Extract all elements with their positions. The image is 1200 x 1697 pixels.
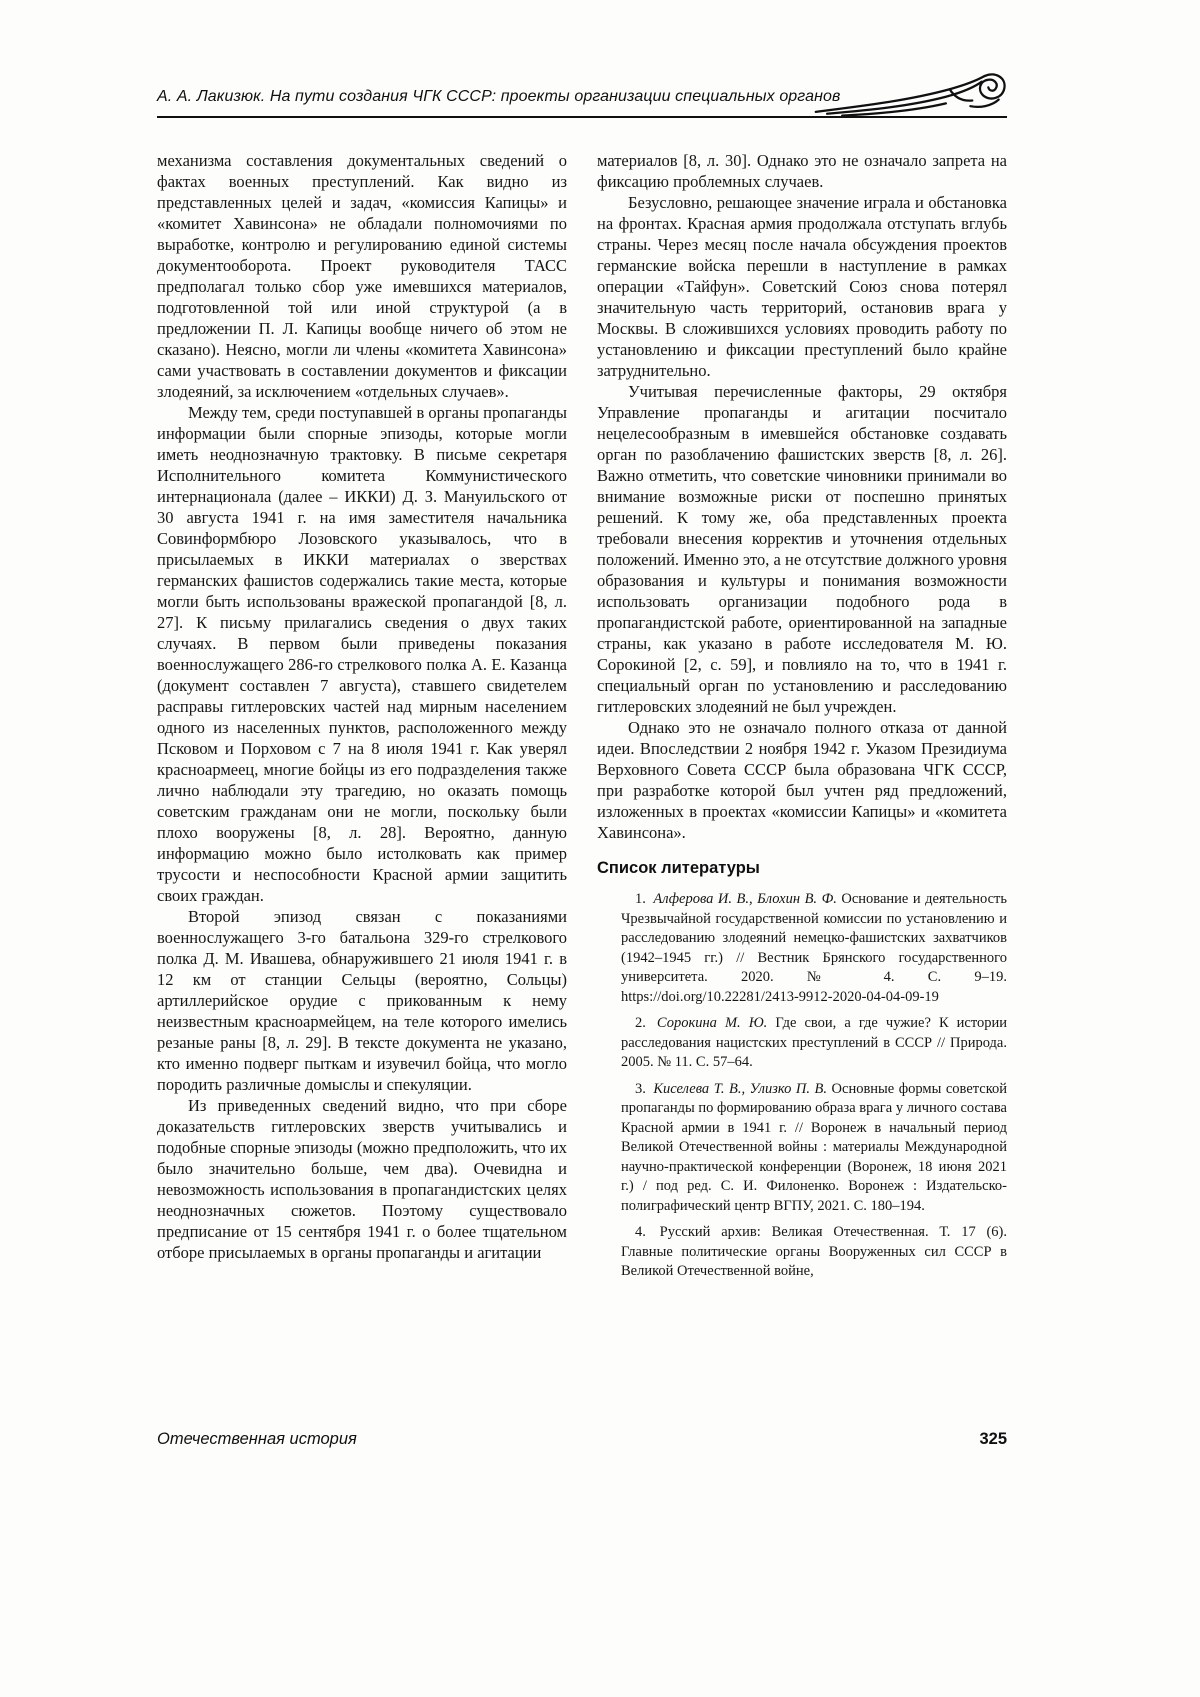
reference-item (621, 1014, 1007, 1073)
page-number: 325 (979, 1430, 1007, 1448)
reference-number: 4. (635, 1224, 646, 1240)
reference-item (621, 1223, 1007, 1282)
reference-text: Где свои, а где чужие? К истории расследования нацистских преступлений в СССР // Природа. 2005. № 11. С. 57–64. (621, 1015, 1008, 1070)
body-paragraph: Между тем, среди поступавшей в органы пропаганды информации были спорные эпизоды, которые могли иметь неоднозначную трактовку. В письме секретаря Исполнительного комитета Коммунистического интернационала (далее – ИККИ) Д. З. Мануильского от 30 августа 1941 г. на имя заместителя начальника Совинформбюро Лозовского указывалось, что в присылаемых в ИККИ материалах о зверствах германских фашистов содержались такие места, которые могли быть использованы вражеской пропагандой [8, л. 27]. К письму прилагались сведения о двух таких случаях. В первом были приведены показания военнослужащего 286-го стрелкового полка А. Е. Казанца (документ составлен 7 августа), ставшего свидетелем расправы гитлеровских частей над мирным населением одного из населенных пунктов, расположенного между Псковом и Порховом с 7 на 8 июля 1941 г. Как уверял красноармеец, многие бойцы из его подразделения также лично наблюдали эту трагедию, но оказать помощь советским гражданам они не могли, поскольку были плохо вооружены [8, л. 28]. Вероятно, данную информацию можно было истолковать как пример трусости и неспособности Красной армии защитить своих граждан. (157, 403, 567, 905)
reference-text: Русский архив: Великая Отечественная. Т. 17 (6). Главные политические органы Вооруженных сил СССР в Великой Отечественной войне, (621, 1224, 1008, 1279)
flourish-icon (812, 68, 1010, 118)
reference-number: 3. (635, 1080, 646, 1097)
reference-number: 2. (635, 1015, 646, 1031)
reference-authors: Сорокина М. Ю. (656, 1015, 768, 1031)
reference-item (621, 1080, 1007, 1217)
page-footer (157, 1430, 1007, 1449)
article-body (157, 150, 1007, 1289)
body-paragraph: Однако это не означало полного отказа от данной идеи. Впоследствии 2 ноября 1942 г. Указом Президиума Верховного Совета СССР была образована ЧГК СССР, при разработке которой был учтен ряд предложений, изложенных в проектах «комиссии Капицы» и «комитета Хавинсона». (597, 718, 1007, 842)
reference-text: Основание и деятельность Чрезвычайной государственной комиссии по установлению и расследованию злодеяний немецко-фашистских захватчиков (1942–1945 гг.) // Вестник Брянского государственного университета. 2020. № 4. С. 9–19. https://doi.org/10.22281/2413-9912-2020-04-04-09-19 (621, 891, 1007, 1005)
body-paragraph: механизма составления документальных сведений о фактах военных преступлений. Как видно из представленных целей и задач, «комиссия Капицы» и «комитет Хавинсона» не обладали полномочиями по выработке, контролю и регулированию единой системы документооборота. Проект руководителя ТАСС предполагал только сбор уже имевшихся материалов, подготовленной той или иной структурой (а в предложении П. Л. Капицы вообще ничего об этом не сказано). Неясно, могли ли члены «комитета Хавинсона» сами участвовать в составлении документов и фиксации злодеяний, за исключением «отдельных случаев». (157, 151, 567, 401)
reference-text: Основные формы советской пропаганды по формированию образа врага у личного состава Красной армии в 1941 г. // Воронеж в начальный период Великой Отечественной войны : материалы Международной научно-практической конференции (Воронеж, 18 июня 2021 г.) / под ред. С. И. Филоненко. Воронеж : Издательско-полиграфический центр ВГПУ, 2021. С. 180–194. (621, 1080, 1008, 1214)
reference-item (621, 890, 1007, 1007)
body-paragraph: Безусловно, решающее значение играла и обстановка на фронтах. Красная армия продолжала отступать вглубь страны. Через месяц после начала обсуждения проектов германские войска перешли в наступление в рамках операции «Тайфун». Советский Союз снова потерял значительную часть территорий, остановив врага у Москвы. В сложившихся условиях проводить работу по установлению и фиксации преступлений было крайне затруднительно. (597, 193, 1007, 380)
reference-authors: Киселева Т. В., Улизко П. В. (653, 1080, 827, 1097)
header-rule (157, 116, 1007, 118)
left-column (157, 150, 567, 1289)
references-heading: Список литературы (597, 859, 760, 877)
running-head: А. А. Лакизюк. На пути создания ЧГК СССР: проекты организации специальных органов (157, 88, 841, 105)
references-list (621, 890, 1007, 1282)
right-column (597, 150, 1007, 1289)
journal-title: Отечественная история (157, 1430, 357, 1448)
reference-authors: Алферова И. В., Блохин В. Ф. (653, 891, 837, 907)
body-paragraph: Второй эпизод связан с показаниями военнослужащего 3-го батальона 329-го стрелкового полка Д. М. Ивашева, обнаружившего 21 июля 1941 г. в 12 км от станции Сельцы (вероятно, Сольцы) артиллерийское орудие с прикованным к нему неизвестным красноармейцем, на теле которого имелись резаные раны [8, л. 29]. В тексте документа не указано, кто именно подверг пыткам и изувечил бойца, что могло породить различные домыслы и спекуляции. (157, 907, 567, 1094)
reference-number: 1. (635, 891, 646, 907)
body-paragraph: материалов [8, л. 30]. Однако это не означало запрета на фиксацию проблемных случаев. (597, 151, 1007, 191)
body-paragraph: Из приведенных сведений видно, что при сборе доказательств гитлеровских зверств учитывались и подобные спорные эпизоды (можно предположить, что их было значительно больше, чем два). Очевидна и невозможность использования в пропагандистских целях неоднозначных сюжетов. Поэтому существовало предписание от 15 сентября 1941 г. о более тщательном отборе присылаемых в органы пропаганды и агитации (157, 1096, 567, 1262)
body-paragraph: Учитывая перечисленные факторы, 29 октября Управление пропаганды и агитации посчитало нецелесообразным в имевшейся обстановке создавать орган по разоблачению фашистских зверств [8, л. 26]. Важно отметить, что советские чиновники принимали во внимание возможные риски от поспешно принятых решений. К тому же, оба представленных проекта требовали внесения корректив и уточнения отдельных положений. Именно это, а не отсутствие должного уровня образования и культуры и понимания возможности использовать организации подобного рода в пропагандистской работе, ориентированной на западные страны, как указано в работе исследователя М. Ю. Сорокиной [2, с. 59], и повлияло на то, что в 1941 г. специальный орган по установлению и расследованию гитлеровских злодеяний не был учрежден. (597, 382, 1007, 716)
